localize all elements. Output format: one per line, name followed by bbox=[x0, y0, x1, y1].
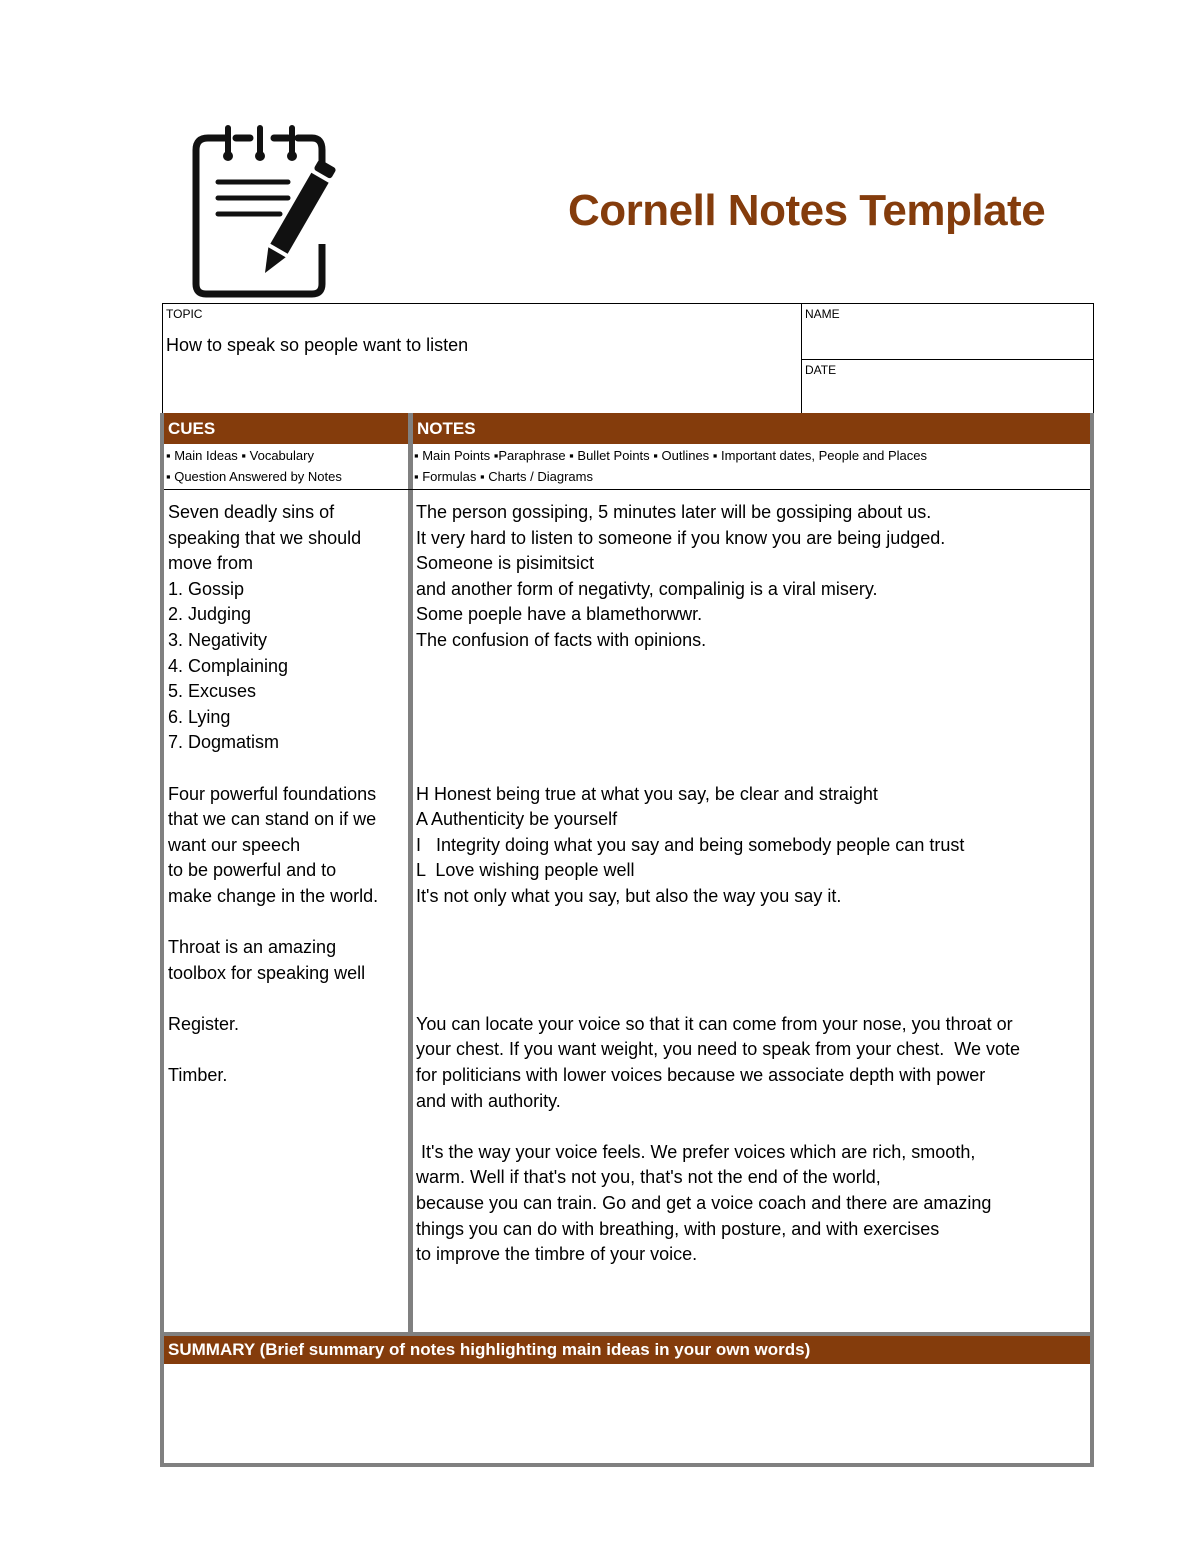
notes-line bbox=[416, 961, 1020, 987]
frame-left-border bbox=[160, 413, 164, 1467]
date-label: DATE bbox=[805, 363, 837, 377]
cues-line: 7. Dogmatism bbox=[168, 732, 280, 753]
cues-line: toolbox for speaking well bbox=[168, 962, 366, 983]
cues-line: want our speech bbox=[168, 834, 301, 855]
column-divider bbox=[408, 413, 413, 1334]
notes-hint-line-2: ▪ Formulas ▪ Charts / Diagrams bbox=[414, 469, 593, 484]
notes-line bbox=[416, 1114, 1020, 1140]
topic-field[interactable] bbox=[162, 303, 802, 414]
notes-column[interactable] bbox=[416, 500, 1020, 1268]
notes-line: L Love wishing people well bbox=[416, 860, 635, 881]
notes-line: It very hard to listen to someone if you know you are being judged. bbox=[416, 527, 946, 548]
notes-line: Some poeple have a blamethorwwr. bbox=[416, 604, 703, 625]
hint-separator bbox=[164, 489, 1090, 490]
notes-line: warm. Well if that's not you, that's not the end of the world, bbox=[416, 1167, 881, 1188]
cues-line bbox=[168, 756, 378, 782]
notes-line: because you can train. Go and get a voice coach and there are amazing bbox=[416, 1193, 992, 1214]
notepad-pencil-icon bbox=[188, 124, 358, 299]
topic-label: TOPIC bbox=[166, 307, 203, 321]
cues-line bbox=[168, 1037, 378, 1063]
notes-line: I Integrity doing what you say and being somebody people can trust bbox=[416, 834, 965, 855]
name-field[interactable] bbox=[801, 303, 1094, 360]
cues-line: speaking that we should bbox=[168, 527, 362, 548]
cues-line: 4. Complaining bbox=[168, 655, 289, 676]
notes-line: to improve the timbre of your voice. bbox=[416, 1244, 698, 1265]
cues-line: move from bbox=[168, 553, 254, 574]
notes-line: The person gossiping, 5 minutes later will be gossiping about us. bbox=[416, 502, 932, 522]
cues-line: Four powerful foundations bbox=[168, 783, 377, 804]
cues-line: Seven deadly sins of bbox=[168, 502, 335, 522]
cues-line: 1. Gossip bbox=[168, 578, 245, 599]
date-field[interactable] bbox=[801, 359, 1094, 414]
cues-hint-line-1: ▪ Main Ideas ▪ Vocabulary bbox=[166, 448, 314, 463]
cues-line: 5. Excuses bbox=[168, 681, 257, 702]
notes-hint-line-1: ▪ Main Points ▪Paraphrase ▪ Bullet Points ▪ Outlines ▪ Important dates, People and Places bbox=[414, 448, 927, 463]
cues-line: 6. Lying bbox=[168, 706, 231, 727]
cues-line: make change in the world. bbox=[168, 885, 379, 906]
notes-line bbox=[416, 910, 1020, 936]
notes-line: H Honest being true at what you say, be clear and straight bbox=[416, 783, 878, 804]
notes-line: and with authority. bbox=[416, 1090, 561, 1111]
cues-header: CUES bbox=[164, 413, 408, 444]
name-label: NAME bbox=[805, 307, 840, 321]
notes-line bbox=[416, 986, 1020, 1012]
notes-hint bbox=[414, 445, 927, 487]
cues-hint bbox=[166, 445, 342, 487]
cues-column[interactable] bbox=[168, 500, 378, 1089]
summary-header: SUMMARY (Brief summary of notes highlighting main ideas in your own words) bbox=[164, 1336, 1090, 1364]
notes-line: It's not only what you say, but also the way you say it. bbox=[416, 885, 842, 906]
cues-line: that we can stand on if we bbox=[168, 809, 377, 830]
cues-line: to be powerful and to bbox=[168, 860, 337, 881]
topic-value[interactable]: How to speak so people want to listen bbox=[166, 335, 469, 355]
notes-line: You can locate your voice so that it can come from your nose, you throat or bbox=[416, 1013, 1013, 1034]
frame-right-border bbox=[1090, 413, 1094, 1467]
cues-line: Timber. bbox=[168, 1065, 228, 1086]
cues-line: 2. Judging bbox=[168, 604, 252, 625]
notes-line bbox=[416, 679, 1020, 705]
cues-line: 3. Negativity bbox=[168, 629, 268, 650]
frame-bottom-border bbox=[160, 1463, 1094, 1467]
cues-line bbox=[168, 986, 378, 1012]
cues-line bbox=[168, 910, 378, 936]
notes-header: NOTES bbox=[413, 413, 1090, 444]
cues-line: Throat is an amazing bbox=[168, 937, 337, 958]
notes-line bbox=[416, 730, 1020, 756]
page-title: Cornell Notes Template bbox=[568, 186, 1046, 235]
cues-hint-line-2: ▪ Question Answered by Notes bbox=[166, 469, 342, 484]
notes-line bbox=[416, 935, 1020, 961]
notes-line: your chest. If you want weight, you need to speak from your chest. We vote bbox=[416, 1039, 1020, 1060]
notes-line: for politicians with lower voices because we associate depth with power bbox=[416, 1065, 986, 1086]
cues-line: Register. bbox=[168, 1013, 240, 1034]
notes-line bbox=[416, 756, 1020, 782]
notes-line: It's the way your voice feels. We prefer voices which are rich, smooth, bbox=[416, 1141, 976, 1162]
notes-line: Someone is pisimitsict bbox=[416, 553, 595, 574]
summary-area[interactable] bbox=[168, 1368, 1086, 1460]
notes-line bbox=[416, 654, 1020, 680]
notes-line: and another form of negativty, compalinig is a viral misery. bbox=[416, 578, 878, 599]
notes-line: things you can do with breathing, with posture, and with exercises bbox=[416, 1218, 940, 1239]
notes-line: The confusion of facts with opinions. bbox=[416, 629, 707, 650]
notes-line bbox=[416, 705, 1020, 731]
notes-line: A Authenticity be yourself bbox=[416, 809, 618, 830]
